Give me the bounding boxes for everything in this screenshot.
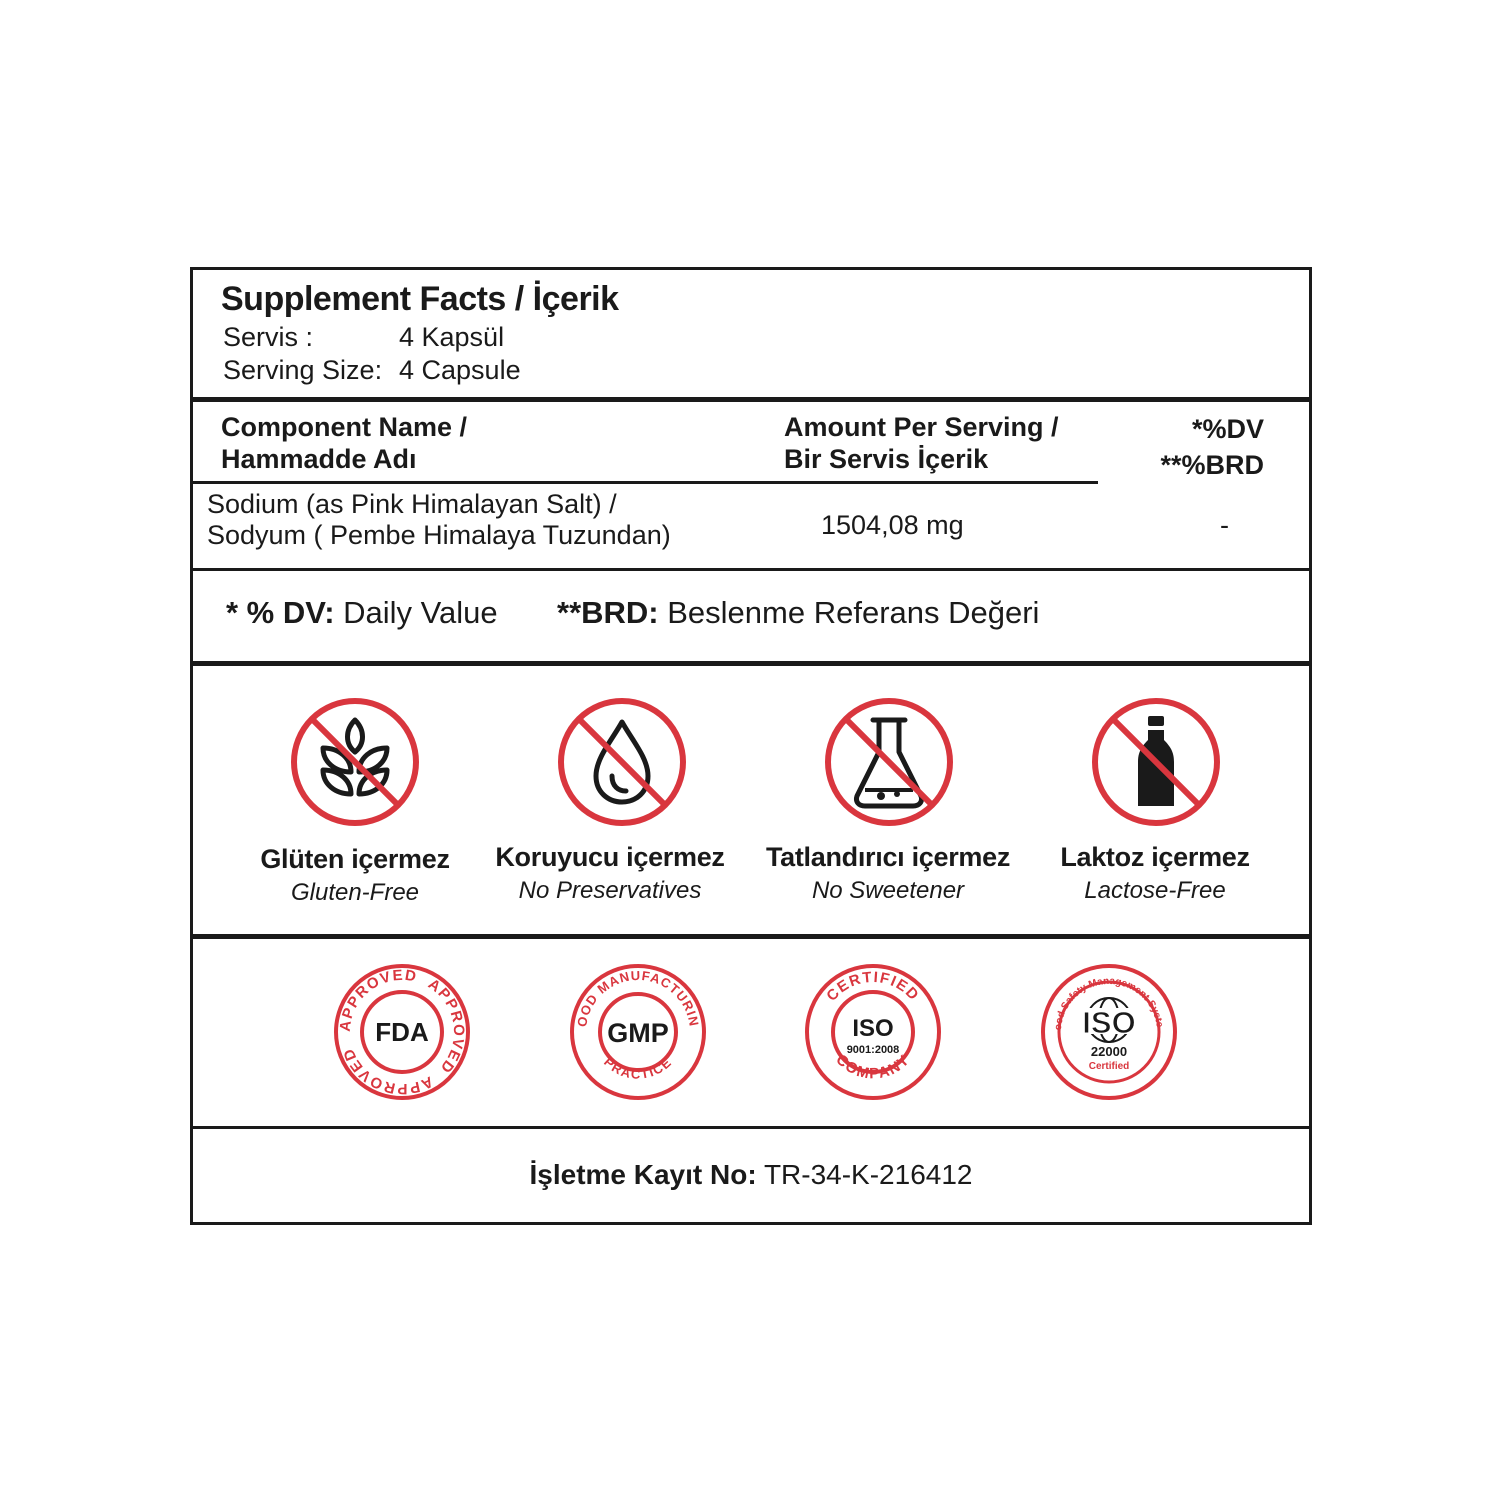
gmp-ring-bottom-text: PRACTICE	[601, 1054, 675, 1082]
servis-value: 4 Kapsül	[399, 322, 505, 352]
divider-badges	[193, 934, 1309, 939]
footnote-dv	[226, 595, 498, 631]
flask-icon	[823, 696, 955, 833]
table-row-dv: -	[1220, 510, 1229, 540]
servis-label: Servis :	[223, 322, 314, 352]
divider-column-header	[193, 481, 1098, 484]
divider-footnote	[193, 661, 1309, 666]
serving-size-value: 4 Capsule	[399, 355, 521, 385]
column-header-component-line1: Component Name /	[221, 412, 468, 442]
gmp-seal	[568, 962, 708, 1107]
footnote-brd-key: **BRD:	[557, 595, 659, 630]
column-header-component-line2: Hammadde Adı	[221, 444, 417, 474]
water-drop-icon	[556, 696, 688, 833]
no-sweetener-label	[738, 842, 1038, 905]
lactose-free-label	[1005, 842, 1305, 905]
iso-9001-center-text: ISO	[852, 1015, 894, 1042]
column-header-amount-line2: Bir Servis İçerik	[784, 444, 989, 474]
registration-value: TR-34-K-216412	[763, 1159, 973, 1190]
column-header-dv	[1160, 411, 1264, 483]
milk-bottle-icon	[1090, 696, 1222, 833]
lactose-free-label-en: Lactose-Free	[1084, 877, 1226, 904]
gmp-center-text: GMP	[607, 1018, 669, 1048]
footnote-brd-text: Beslenme Referans Değeri	[667, 595, 1040, 630]
fda-ring-text-3: APPROVED	[339, 1045, 436, 1098]
page-title: Supplement Facts / İçerik	[221, 280, 619, 318]
registration-number	[193, 1159, 1309, 1191]
no-sweetener-label-en: No Sweetener	[811, 877, 965, 904]
iso-22000-ring-bottom-text: Certified	[1088, 1061, 1130, 1072]
no-preservatives-label-tr: Koruyucu içermez	[495, 842, 725, 872]
divider-table	[193, 568, 1309, 571]
footnote-dv-key: * % DV:	[226, 595, 335, 630]
column-header-amount	[784, 411, 1059, 475]
row-name-line2: Sodyum ( Pembe Himalaya Tuzundan)	[207, 520, 671, 550]
divider-header	[193, 397, 1309, 402]
iso-9001-sub-text: 9001:2008	[846, 1044, 900, 1056]
iso-22000-center-text: ISO	[1082, 1005, 1136, 1040]
divider-certifications	[193, 1126, 1309, 1129]
row-name-line1: Sodium (as Pink Himalayan Salt) /	[207, 489, 617, 519]
registration-label: İşletme Kayıt No:	[529, 1159, 757, 1190]
column-header-dv-line1: *%DV	[1191, 414, 1264, 444]
iso-9001-ring-top-text: CERTIFIED	[823, 968, 923, 1005]
fda-ring-text-1: APPROVED	[336, 966, 419, 1033]
lactose-free-label-tr: Laktoz içermez	[1060, 842, 1250, 872]
iso-9001-ring-bottom-text: COMPANY	[832, 1051, 914, 1083]
footnote-brd	[557, 595, 1039, 631]
svg-text:PRACTICE	[601, 1054, 675, 1082]
iso-9001-seal	[803, 962, 943, 1107]
iso-22000-sub-text: 22000	[1090, 1044, 1128, 1059]
no-sweetener-label-tr: Tatlandırıcı içermez	[765, 842, 1011, 872]
iso-22000-ring-top-text: ood Safety Management Syste	[1052, 975, 1165, 1031]
column-header-component	[221, 411, 467, 475]
iso-22000-seal	[1039, 962, 1179, 1107]
fda-center-text: FDA	[375, 1017, 429, 1047]
gmp-ring-top-text: OOD MANUFACTURIN	[574, 967, 702, 1029]
gluten-free-label-tr: Glüten içermez	[260, 844, 450, 874]
fda-approved-seal	[332, 962, 472, 1107]
column-header-dv-line2: **%BRD	[1160, 450, 1264, 480]
fda-ring-text-2: APPROVED	[424, 975, 468, 1078]
gluten-free-label-en: Gluten-Free	[290, 879, 420, 906]
supplement-facts-panel	[190, 267, 1312, 1225]
footnote-dv-text: Daily Value	[343, 595, 498, 630]
table-row-amount: 1504,08 mg	[821, 510, 964, 540]
column-header-amount-line1: Amount Per Serving /	[784, 412, 1059, 442]
table-row-name	[207, 489, 671, 551]
no-preservatives-label	[460, 842, 760, 905]
wheat-icon	[289, 696, 421, 833]
no-preservatives-label-en: No Preservatives	[518, 877, 702, 904]
serving-size-label: Serving Size:	[223, 355, 383, 385]
